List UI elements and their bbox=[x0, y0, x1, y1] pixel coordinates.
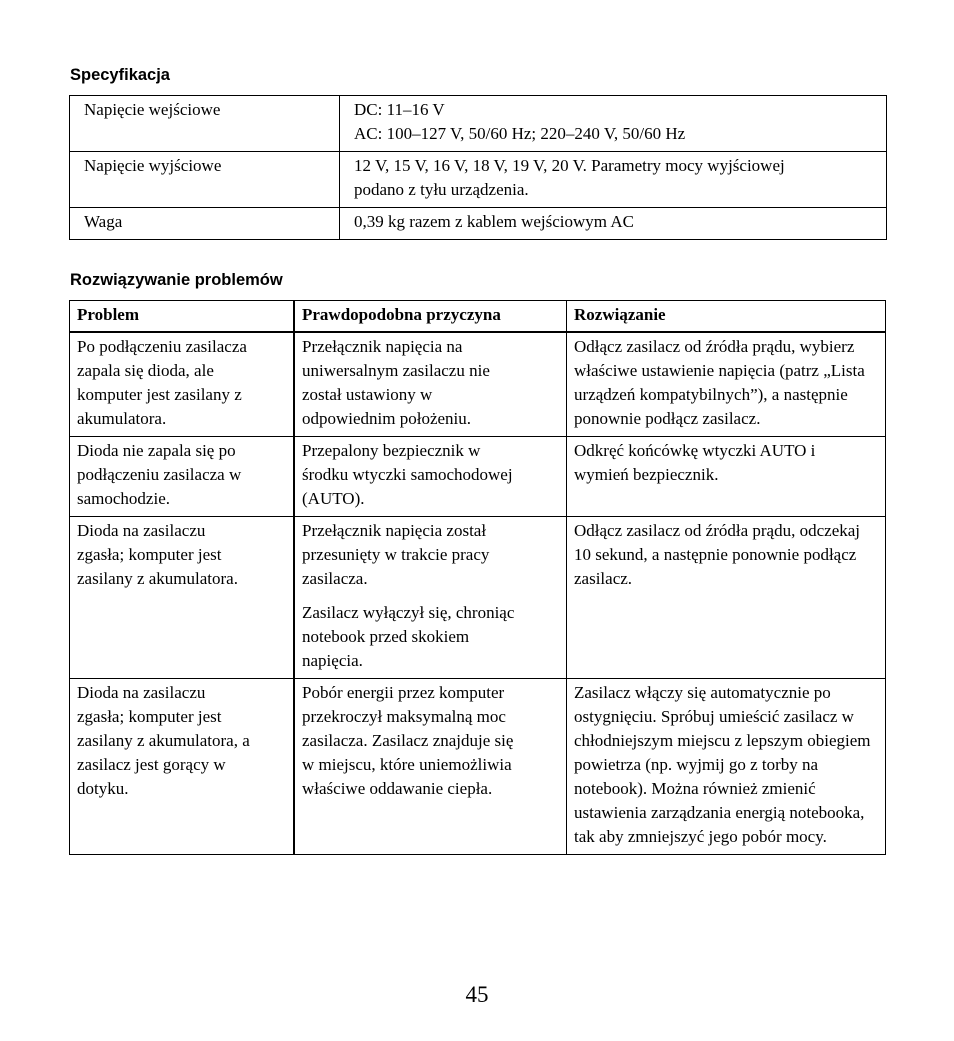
text-line: zapala się dioda, ale bbox=[77, 361, 214, 380]
text-line: wymień bezpiecznik. bbox=[574, 465, 719, 484]
text-line: 12 V, 15 V, 16 V, 18 V, 19 V, 20 V. Parametry mocy wyjściowej bbox=[354, 156, 785, 175]
table-header-row bbox=[70, 301, 886, 333]
text-line: Przełącznik napięcia na bbox=[302, 337, 463, 356]
text-line: ostygnięciu. Spróbuj umieścić zasilacz w bbox=[574, 707, 854, 726]
column-header-problem: Problem bbox=[70, 301, 295, 333]
text-line: zasilacz jest gorący w bbox=[77, 755, 226, 774]
solution-cell bbox=[567, 517, 886, 679]
text-line: uniwersalnym zasilaczu nie bbox=[302, 361, 490, 380]
text-line: dotyku. bbox=[77, 779, 129, 798]
cause-paragraph bbox=[302, 601, 559, 673]
cause-cell bbox=[294, 679, 567, 855]
spec-row bbox=[70, 208, 887, 240]
text-line: Dioda na zasilaczu bbox=[77, 683, 206, 702]
problem-cell bbox=[70, 437, 295, 517]
troubleshooting-table bbox=[69, 300, 886, 855]
text-line: zasilany z akumulatora, a bbox=[77, 731, 250, 750]
text-line: zasilany z akumulatora. bbox=[77, 569, 238, 588]
text-line: został ustawiony w bbox=[302, 385, 433, 404]
cause-paragraph bbox=[302, 681, 559, 801]
text-line: zasilacza. bbox=[302, 569, 368, 588]
text-line: Zasilacz włączy się automatycznie po bbox=[574, 683, 831, 702]
text-line: DC: 11–16 V bbox=[354, 100, 445, 119]
table-row bbox=[70, 517, 886, 679]
text-line: środku wtyczki samochodowej bbox=[302, 465, 513, 484]
text-line: Przełącznik napięcia został bbox=[302, 521, 487, 540]
solution-cell bbox=[567, 437, 886, 517]
specifications-heading: Specyfikacja bbox=[70, 66, 170, 84]
specifications-table bbox=[69, 95, 887, 240]
spec-value bbox=[340, 96, 887, 152]
text-line: chłodniejszym miejscu z lepszym obiegiem bbox=[574, 731, 871, 750]
text-line: przekroczył maksymalną moc bbox=[302, 707, 506, 726]
text-line: Przepalony bezpiecznik w bbox=[302, 441, 481, 460]
problem-cell bbox=[70, 332, 295, 437]
text-line: zgasła; komputer jest bbox=[77, 545, 222, 564]
text-line: AC: 100–127 V, 50/60 Hz; 220–240 V, 50/60 Hz bbox=[354, 124, 686, 143]
text-line: notebook). Można również zmienić bbox=[574, 779, 816, 798]
text-line: właściwe ustawienie napięcia (patrz „Lista bbox=[574, 361, 865, 380]
text-line: Po podłączeniu zasilacza bbox=[77, 337, 247, 356]
problem-cell bbox=[70, 679, 295, 855]
cause-cell bbox=[294, 437, 567, 517]
text-line: akumulatora. bbox=[77, 409, 167, 428]
text-line: Odłącz zasilacz od źródła prądu, odczekaj bbox=[574, 521, 861, 540]
spec-value bbox=[340, 208, 887, 240]
text-line: Odłącz zasilacz od źródła prądu, wybierz bbox=[574, 337, 855, 356]
text-line: Zasilacz wyłączył się, chroniąc bbox=[302, 603, 515, 622]
problem-cell bbox=[70, 517, 295, 679]
spec-row bbox=[70, 96, 887, 152]
text-line: w miejscu, które uniemożliwia bbox=[302, 755, 512, 774]
text-line: Dioda na zasilaczu bbox=[77, 521, 206, 540]
text-line: 10 sekund, a następnie ponownie podłącz bbox=[574, 545, 857, 564]
table-row bbox=[70, 437, 886, 517]
spec-value bbox=[340, 152, 887, 208]
column-header-cause: Prawdopodobna przyczyna bbox=[294, 301, 567, 333]
cause-paragraph bbox=[302, 519, 559, 591]
text-line: Dioda nie zapala się po bbox=[77, 441, 236, 460]
spec-label: Napięcie wejściowe bbox=[70, 96, 340, 152]
text-line: zasilacz. bbox=[574, 569, 633, 588]
cause-paragraph bbox=[302, 439, 559, 511]
text-line: zasilacza. Zasilacz znajduje się bbox=[302, 731, 514, 750]
text-line: urządzeń kompatybilnych”), a następnie bbox=[574, 385, 848, 404]
text-line: samochodzie. bbox=[77, 489, 170, 508]
text-line: (AUTO). bbox=[302, 489, 365, 508]
column-header-solution: Rozwiązanie bbox=[567, 301, 886, 333]
text-line: napięcia. bbox=[302, 651, 363, 670]
page-number: 45 bbox=[465, 982, 489, 1007]
text-line: zgasła; komputer jest bbox=[77, 707, 222, 726]
troubleshooting-heading: Rozwiązywanie problemów bbox=[70, 271, 283, 289]
text-line: 0,39 kg razem z kablem wejściowym AC bbox=[354, 212, 634, 231]
text-line: przesunięty w trakcie pracy bbox=[302, 545, 490, 564]
text-line: właściwe oddawanie ciepła. bbox=[302, 779, 493, 798]
text-line: ponownie podłącz zasilacz. bbox=[574, 409, 761, 428]
solution-cell bbox=[567, 679, 886, 855]
table-row bbox=[70, 332, 886, 437]
text-line: notebook przed skokiem bbox=[302, 627, 470, 646]
cause-cell bbox=[294, 332, 567, 437]
spec-label: Napięcie wyjściowe bbox=[70, 152, 340, 208]
text-line: komputer jest zasilany z bbox=[77, 385, 242, 404]
table-row bbox=[70, 679, 886, 855]
text-line: odpowiednim położeniu. bbox=[302, 409, 472, 428]
text-line: Pobór energii przez komputer bbox=[302, 683, 505, 702]
text-line: ustawienia zarządzania energią notebooka, bbox=[574, 803, 865, 822]
spec-row bbox=[70, 152, 887, 208]
text-line: Odkręć końcówkę wtyczki AUTO i bbox=[574, 441, 816, 460]
solution-cell bbox=[567, 332, 886, 437]
text-line: podano z tyłu urządzenia. bbox=[354, 180, 529, 199]
text-line: powietrza (np. wyjmij go z torby na bbox=[574, 755, 819, 774]
spec-label: Waga bbox=[70, 208, 340, 240]
text-line: podłączeniu zasilacza w bbox=[77, 465, 242, 484]
cause-paragraph bbox=[302, 335, 559, 431]
text-line: tak aby zmniejszyć jego pobór mocy. bbox=[574, 827, 827, 846]
cause-cell bbox=[294, 517, 567, 679]
